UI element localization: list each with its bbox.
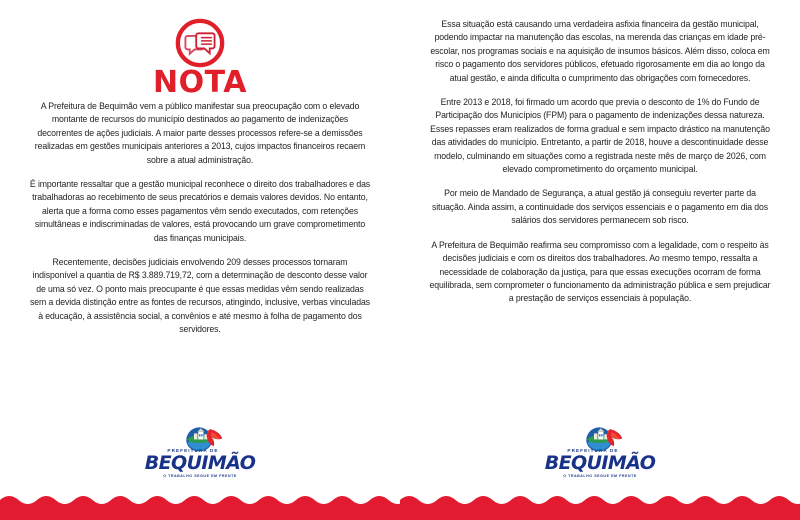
logo-eyebrow: PREFEITURA DE: [567, 448, 619, 453]
logo-inner: [141, 424, 259, 479]
speech-bubbles-icon: [173, 16, 227, 70]
logo-name: BEQUIMÃO: [144, 452, 256, 474]
decorative-wave-right: [400, 488, 800, 520]
paragraph: A Prefeitura de Bequimão vem a público manifestar sua preocupação com o elevado montante de recursos do município destinados ao pagamento de indenizações decorrentes de ações judiciais. A maior parte desses processos refere-se a demissões realizadas em gestões municipais anteriores a 2013, cujos impactos financeiros recaem sobre a atual administração.: [34, 101, 366, 165]
right-body-text: [422, 18, 778, 306]
paragraph: Por meio de Mandado de Segurança, a atual gestão já conseguiu reverter parte da situação. Ainda assim, a continuidade dos serviços essenciais e o pagamento em dia dos salários dos servidores permanecem sob risco.: [431, 188, 769, 226]
paragraph: A Prefeitura de Bequimão reafirma seu compromisso com a legalidade, com o respeito às decisões judiciais e com os direitos dos trabalhadores. Ao mesmo tempo, ressalta a necessidade de colaboração da justiça, para que essas execuções ocorram de forma equilibrada, sem comprometer o funcionamento da administração pública e sem prejudicar a prestação de serviços essenciais à população.: [429, 239, 771, 304]
decorative-wave-left: [0, 488, 400, 520]
nota-header: [0, 16, 400, 98]
paragraph: Essa situação está causando uma verdadeira asfixia financeira da gestão municipal, podendo impactar na manutenção das escolas, na merenda das crianças em idade pré-escolar, nos programas sociais e na aquisição de insumos básicos. Além disso, coloca em risco o pagamento dos servidores públicos, efetuado rigorosamente em dia ao longo da atual gestão, e ainda dificulta o cumprimento das obrigações com fornecedores.: [430, 19, 770, 83]
logo-tagline: O TRABALHO SEGUE EM FRENTE: [563, 474, 637, 478]
prefeitura-logo-left: [0, 424, 400, 482]
paragraph: Recentemente, decisões judiciais envolvendo 209 desses processos tornaram indisponível a quantia de R$ 3.889.719,72, com a determinação de desconto desse valor de uma só vez. O ponto mais preocupante é que essas medidas vêm sendo realizadas sem a devida distinção entre as fontes de recursos, atingindo, inclusive, verbas vinculadas à educação, à assistência social, a convênios e até mesmo à folha de pagamento dos servidores.: [30, 257, 370, 335]
logo-tagline: O TRABALHO SEGUE EM FRENTE: [163, 474, 237, 478]
paragraph: É importante ressaltar que a gestão municipal reconhece o direito dos trabalhadores e das trabalhadoras ao recebimento de seus precatórios e demais valores devidos. No entanto, alerta que a forma como esses pagamentos vêm sendo executados, com retenções simultâneas e indiscriminadas de valores, está provocando um grave comprometimento das finanças municipais.: [29, 179, 371, 243]
left-body-text: [22, 100, 378, 337]
paragraph: Entre 2013 e 2018, foi firmado um acordo que previa o desconto de 1% do Fundo de Participação dos Municípios (FPM) para o pagamento de indenizações dessa natureza. Esses repasses eram realizados de forma gradual e sem impacto drástico na manutenção das atividades do município. Entretanto, a partir de 2018, houve a descontinuidade desse modelo, culminando em situações como a registrada neste mês de março de 2026, com elevado comprometimento do orçamento municipal.: [430, 97, 770, 175]
page-title: NOTA: [153, 65, 247, 100]
nota-page-right: [400, 0, 800, 520]
logo-eyebrow: PREFEITURA DE: [167, 448, 219, 453]
logo-name: BEQUIMÃO: [544, 452, 656, 474]
logo-inner: [541, 424, 659, 479]
prefeitura-logo-right: [400, 424, 800, 482]
